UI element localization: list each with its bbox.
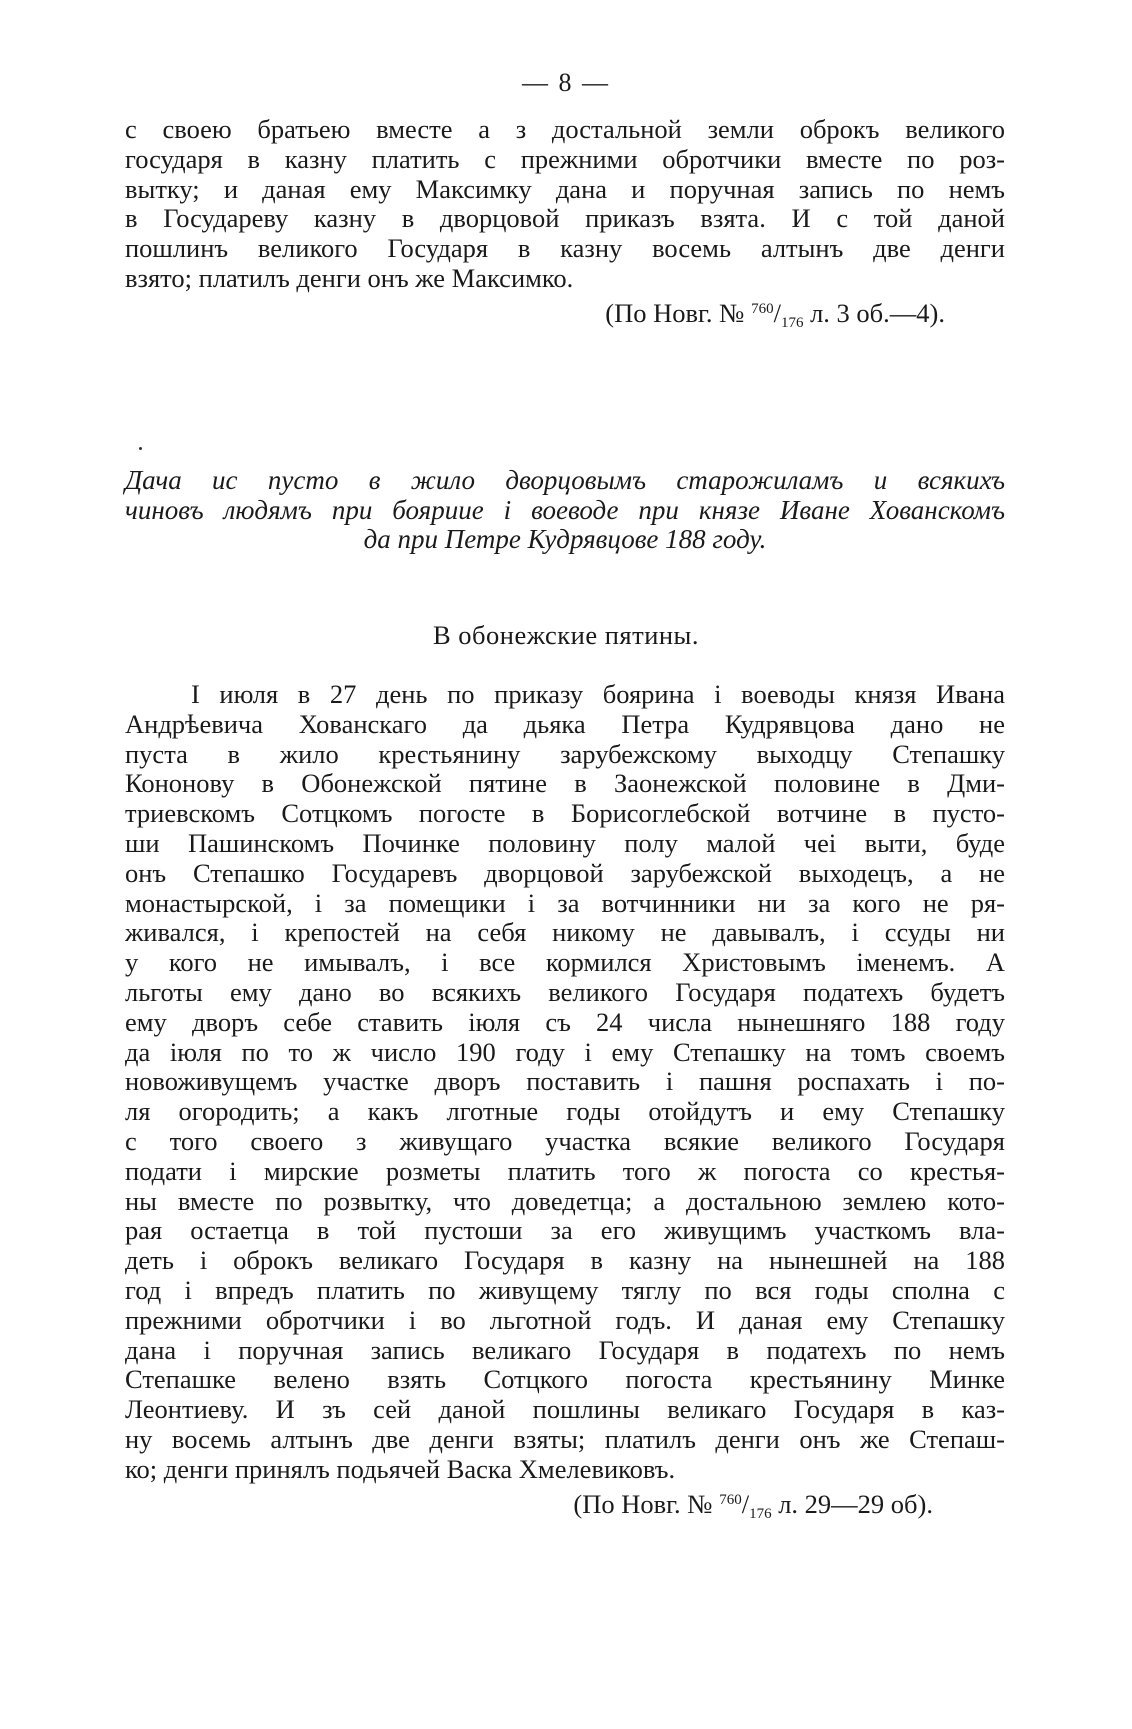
text-line: вытку; и даная ему Максимку дана и поручная запись по немъ: [125, 173, 1005, 204]
italic-heading: [125, 466, 1005, 555]
text-line: ко; денги принялъ подьячей Васка Хмелевиковъ.: [125, 1453, 676, 1484]
text-line: дана і поручная запись великаго Государя в податехъ по немъ: [125, 1334, 1005, 1365]
text-line: рая остаетца в той пустоши за его живущимъ участкомъ вла-: [125, 1215, 1005, 1246]
text-line: ну восемь алтынъ две денги взяты; платилъ денги онъ же Степаш-: [125, 1423, 1005, 1454]
reference-sup: 760: [719, 1491, 742, 1508]
archive-reference: (По Новг. № $^{760}/_{176}$ л. 29—29 об).: [573, 1488, 933, 1522]
text-line: триевскомъ Сотцкомъ погосте в Борисоглебской вотчине в пусто-: [125, 798, 1005, 829]
text-line: деть і оброкъ великаго Государя в казну на нынешней на 188: [125, 1245, 1005, 1276]
text-line: государя в казну платить с прежними обротчики вместе по роз-: [125, 143, 1005, 174]
reference-sup: 760: [751, 300, 774, 317]
top-paragraph: [125, 115, 1005, 338]
page-number: — 8 —: [522, 68, 610, 97]
stray-dot: [139, 447, 142, 450]
text-line: ны вместе по розвытку, что доведетца; а достальною землею кото-: [125, 1185, 1005, 1216]
text-line: льготы ему дано во всякихъ великого Государя податехъ будетъ: [125, 976, 1005, 1007]
heading-line: Дача ис пусто в жило дворцовымъ старожиламъ и всякихъ: [125, 465, 1005, 495]
text-line: Кононову в Обонежской пятине в Заонежской половине в Дми-: [125, 768, 1005, 799]
reference-sub: 176: [780, 314, 804, 331]
text-line: І июля в 27 день по приказу боярина і воеводы князя Ивана: [191, 679, 1005, 709]
text-line: ши Пашинскомъ Починке половину полу малой чеі выти, буде: [125, 827, 1005, 858]
text-line: взято; платилъ денги онъ же Максимко.: [125, 262, 574, 293]
heading-line: да при Петре Кудрявцове 188 году.: [363, 524, 767, 554]
text-line: в Государеву казну в дворцовой приказъ взята. И с той даной: [125, 203, 1005, 234]
text-line: с своею братьею вместе а з достальной земли оброкъ великого: [125, 114, 1005, 144]
text-line: с того своего з живущаго участка всякие великого Государя: [125, 1125, 1005, 1156]
reference-prefix: (По Новг. №: [573, 1488, 713, 1519]
text-line: живался, і крепостей на себя никому не давывалъ, і ссуды ни: [125, 917, 1005, 948]
text-line: Степашке велено взять Сотцкого погоста крестьянину Минке: [125, 1364, 1005, 1395]
text-line: Леонтиеву. И зъ сей даной пошлины великаго Государя в каз-: [125, 1394, 1005, 1425]
section-title: В обонежские пятины.: [432, 620, 699, 650]
archive-reference: (По Новг. № $^{760}/_{176}$ л. 3 об.—4).: [605, 297, 945, 331]
text-line: онъ Степашко Государевъ дворцовой зарубежской выходецъ, а не: [125, 857, 1005, 888]
heading-line: чиновъ людямъ при бояриие і воеводе при князе Иване Хованскомъ: [125, 494, 1005, 525]
text-line: монастырской, і за помещики і за вотчинники ни за кого не ря-: [125, 887, 1005, 918]
text-line: пошлинъ великого Государя в казну восемь алтынъ две денги: [125, 233, 1005, 264]
text-line: ля огородить; а какъ лготные годы отойдутъ и ему Степашку: [125, 1096, 1005, 1127]
text-line: у кого не имывалъ, і все кормился Христовымъ іменемъ. А: [125, 947, 1005, 978]
text-line: ему дворъ себе ставить іюля съ 24 числа нынешняго 188 году: [125, 1006, 1005, 1037]
text-line: пуста в жило крестьянину зарубежскому выходцу Степашку: [125, 738, 1005, 769]
reference-prefix: (По Новг. №: [605, 297, 745, 328]
text-line: прежними обротчики і во льготной годъ. И даная ему Степашку: [125, 1304, 1005, 1335]
main-paragraph: [125, 680, 1005, 1529]
text-line: новоживущемъ участке дворъ поставить і пашня роспахать і по-: [125, 1066, 1005, 1097]
reference-suffix: л. 3 об.—4).: [810, 297, 945, 328]
reference-suffix: л. 29—29 об).: [778, 1488, 933, 1519]
text-line: Андрѣевича Хованскаго да дьяка Петра Кудрявцова дано не: [125, 708, 1005, 739]
reference-sub: 176: [749, 1505, 772, 1522]
text-line: подати і мирские розметы платить того ж погоста со крестья-: [125, 1155, 1005, 1186]
text-line: год і впредъ платить по живущему тяглу по вся годы сполна с: [125, 1274, 1005, 1305]
text-line: да іюля по то ж число 190 году і ему Степашку на томъ своемъ: [125, 1036, 1005, 1067]
